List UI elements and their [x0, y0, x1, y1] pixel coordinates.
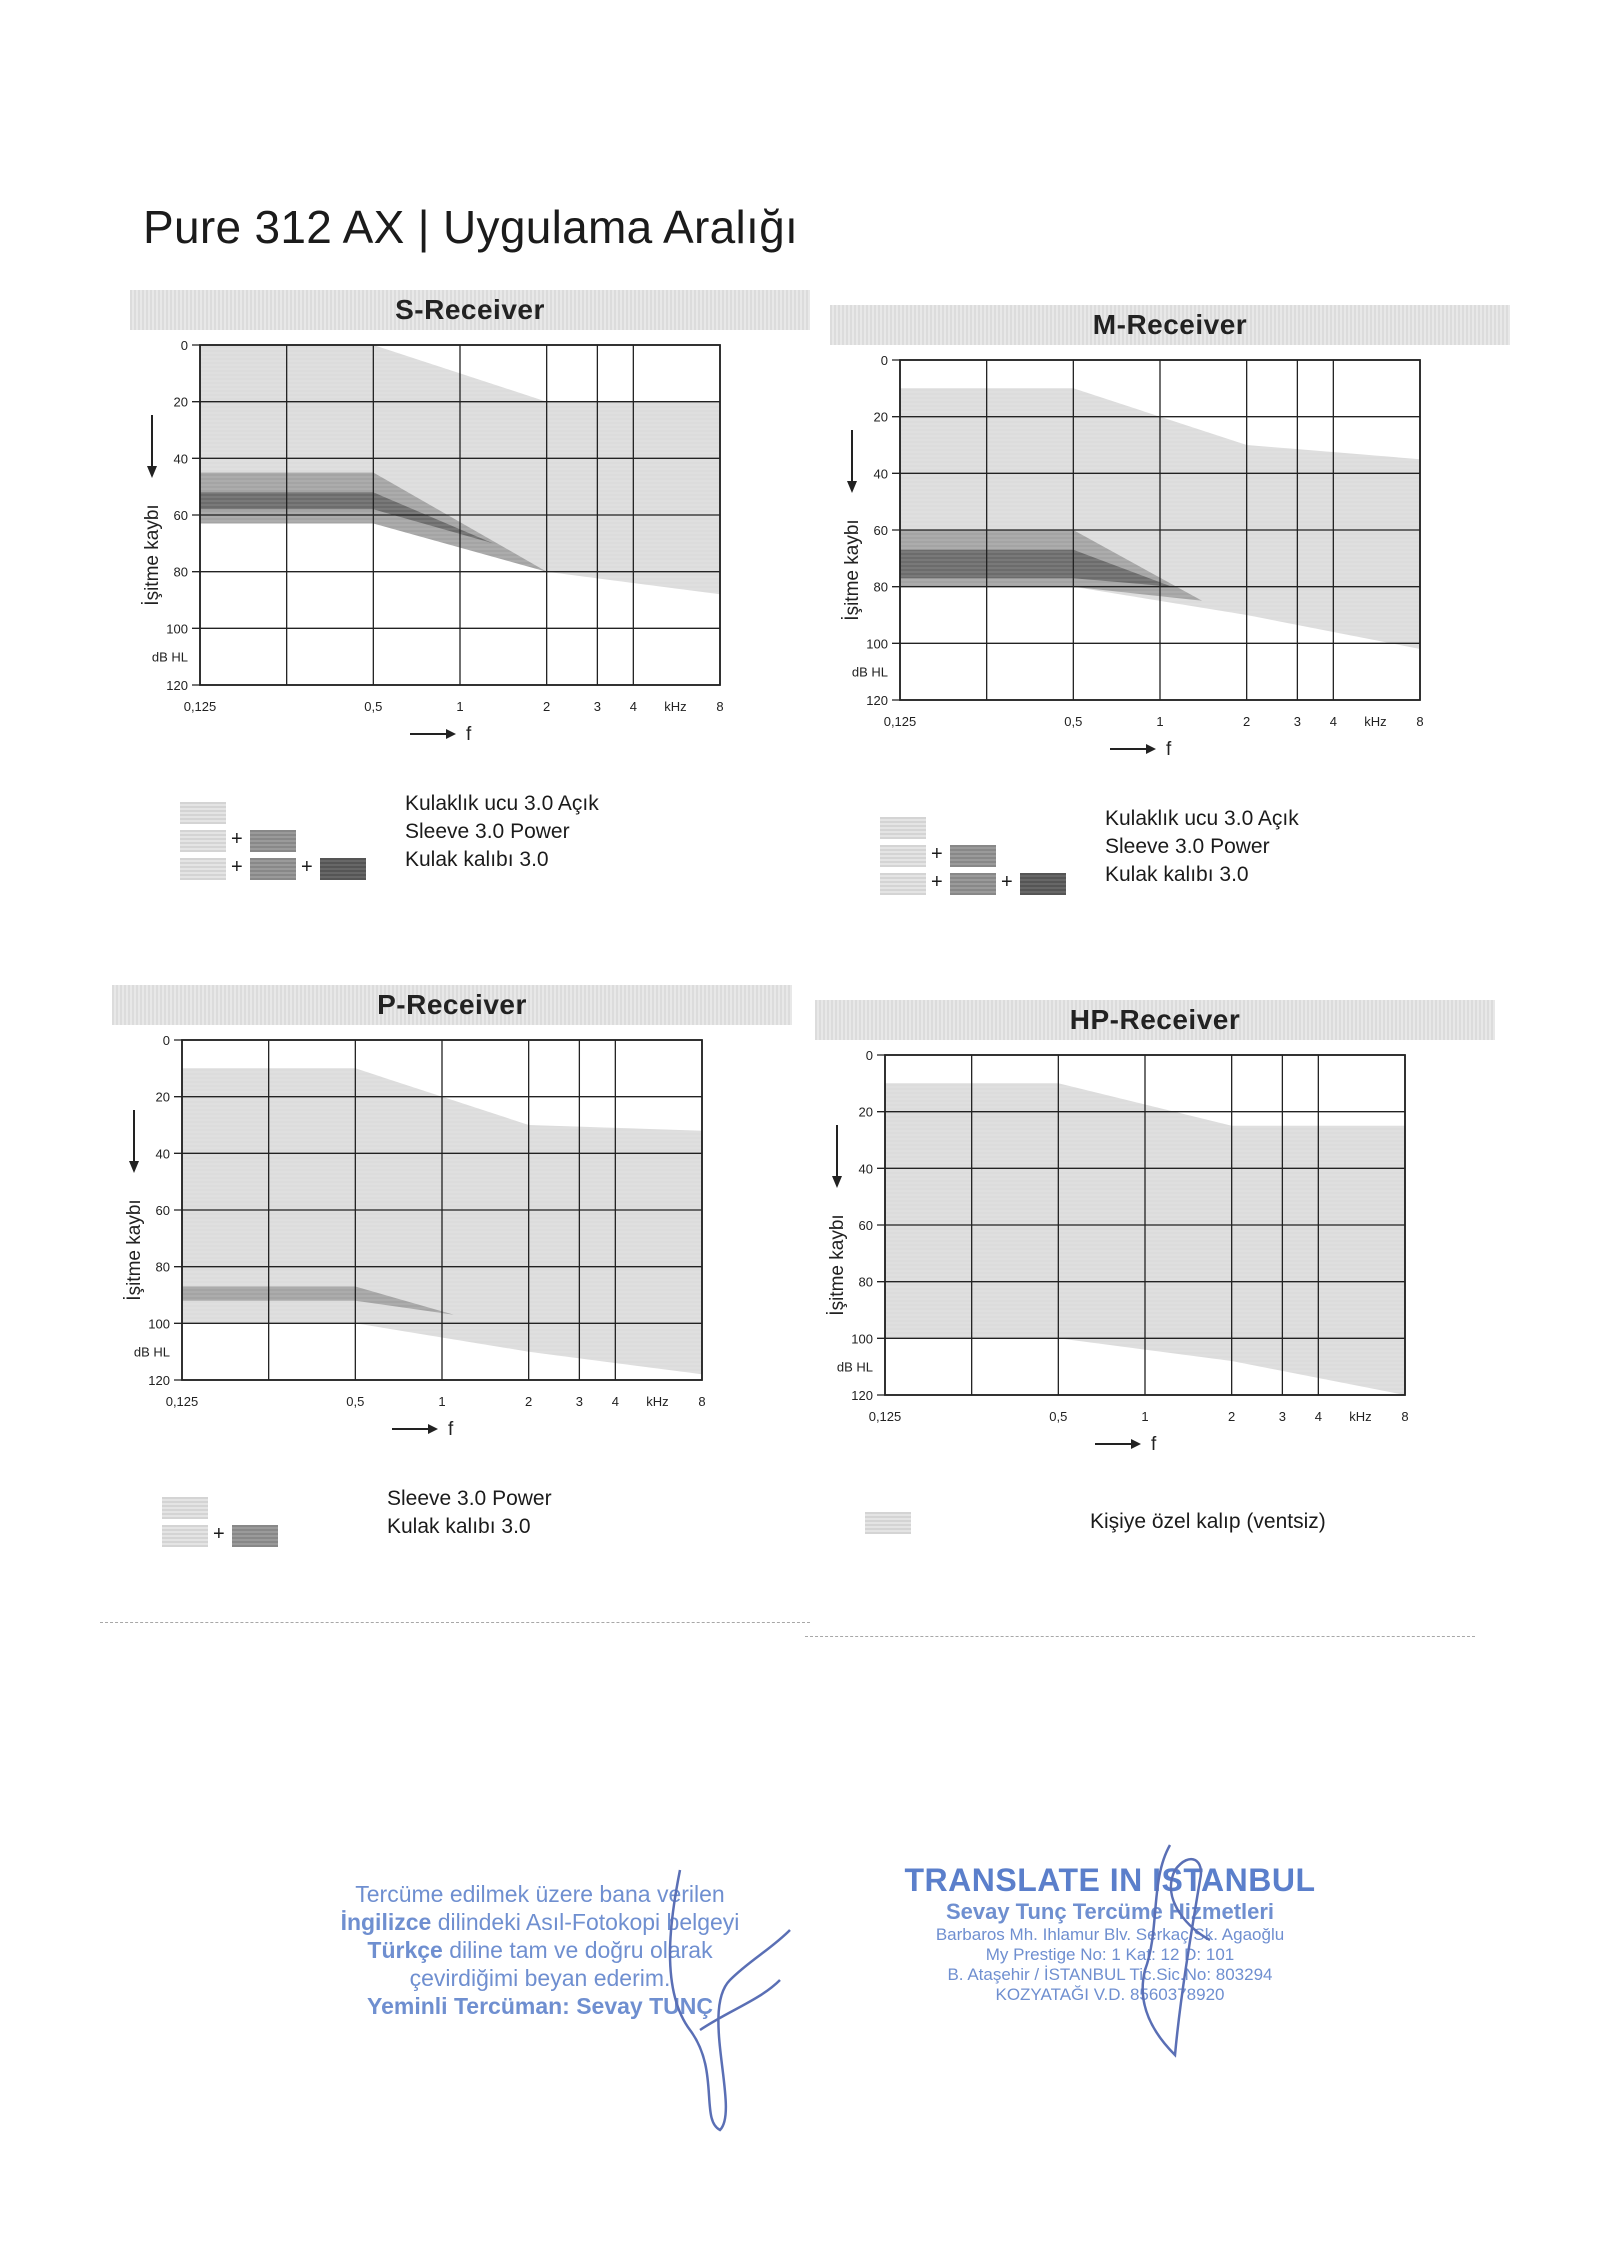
- x-tick-label: 0,5: [346, 1394, 365, 1409]
- y-tick-label: 20: [858, 1104, 873, 1120]
- x-axis-title: f: [1166, 739, 1172, 760]
- panel-title: HP-Receiver: [1069, 1004, 1241, 1035]
- legend-label: Kulak kalıbı 3.0: [405, 848, 549, 871]
- y-axis-arrowhead-icon: [129, 1161, 139, 1173]
- legend-swatch: [1020, 873, 1066, 895]
- company-address: KOZYATAĞI V.D. 8560378920: [995, 1985, 1225, 2004]
- y-unit-label: dB HL: [851, 664, 888, 680]
- y-axis-title: İşitme kaybı: [842, 519, 863, 621]
- x-tick-label: 0,125: [165, 1394, 199, 1409]
- page-title: Pure 312 AX | Uygulama Aralığı: [143, 201, 799, 253]
- y-tick-label: 120: [148, 1373, 170, 1388]
- y-tick-label: 40: [873, 466, 888, 482]
- x-axis-arrowhead-icon: [446, 729, 456, 739]
- y-axis-title: İşitme kaybı: [827, 1214, 848, 1316]
- legend-label: Kulaklık ucu 3.0 Açık: [405, 792, 599, 815]
- legend-label: Kişiye özel kalıp (ventsiz): [1090, 1510, 1326, 1533]
- stamp-line: İngilizce dilindeki Asıl-Fotokopi belgeyi: [340, 1909, 740, 1935]
- x-tick-label: 8: [1401, 1409, 1409, 1424]
- x-tick-label: 0,125: [868, 1409, 902, 1424]
- y-tick-label: 0: [180, 338, 188, 353]
- x-axis-arrowhead-icon: [1131, 1439, 1141, 1449]
- y-tick-label: 100: [851, 1331, 873, 1347]
- y-unit-label: dB HL: [151, 649, 188, 665]
- legend-plus: +: [213, 1523, 225, 1545]
- x-tick-label: 0,125: [883, 714, 917, 729]
- company-name: TRANSLATE IN ISTANBUL: [904, 1862, 1316, 1898]
- legend-p-receiver: [162, 1487, 782, 1605]
- y-tick-label: 40: [173, 451, 188, 467]
- legend-label: Sleeve 3.0 Power: [387, 1487, 552, 1510]
- x-axis-title: f: [448, 1419, 454, 1440]
- x-tick-label: 3: [1293, 714, 1301, 729]
- legend-swatch: [880, 873, 926, 895]
- panel-m-receiver: [830, 305, 1520, 945]
- legend-swatch: [250, 858, 296, 880]
- panel-hp-receiver: [815, 1000, 1505, 1640]
- x-axis-arrowhead-icon: [1146, 744, 1156, 754]
- x-tick-label: 2: [543, 699, 551, 714]
- legend-swatch: [880, 817, 926, 839]
- legend-label: Kulak kalıbı 3.0: [387, 1515, 531, 1538]
- panel-title: S-Receiver: [395, 294, 545, 325]
- separator-line-right: [805, 1636, 1475, 1637]
- panel-header: [112, 985, 792, 1025]
- x-tick-label: 8: [1416, 714, 1424, 729]
- panel-p-receiver: [112, 985, 802, 1625]
- panel-s-receiver: [130, 290, 820, 930]
- panel-header: [815, 1000, 1495, 1040]
- legend-swatch: [232, 1525, 278, 1547]
- stamp-line: Yeminli Tercüman: Sevay TUNÇ: [367, 1993, 713, 2019]
- legend-m-receiver: [880, 807, 1500, 925]
- chart-s-receiver: [130, 330, 810, 770]
- x-axis-title: f: [466, 724, 472, 745]
- legend-plus: +: [931, 871, 943, 893]
- y-tick-label: 120: [166, 678, 188, 693]
- legend-plus: +: [1001, 871, 1013, 893]
- x-tick-label: 1: [438, 1394, 446, 1409]
- y-tick-label: 0: [880, 353, 888, 368]
- y-tick-label: 100: [166, 621, 188, 637]
- y-unit-label: dB HL: [133, 1344, 170, 1360]
- company-address: My Prestige No: 1 Kat: 12 D: 101: [985, 1945, 1235, 1964]
- y-tick-label: 100: [866, 636, 888, 652]
- y-tick-label: 20: [173, 394, 188, 410]
- panel-header: [130, 290, 810, 330]
- x-tick-label: 0,5: [1049, 1409, 1068, 1424]
- y-tick-label: 120: [866, 693, 888, 708]
- x-tick-label: 4: [611, 1394, 619, 1409]
- x-tick-label: 3: [575, 1394, 583, 1409]
- y-tick-label: 80: [155, 1259, 170, 1275]
- y-tick-label: 20: [873, 409, 888, 425]
- y-tick-label: 100: [148, 1316, 170, 1332]
- panel-header: [830, 305, 1510, 345]
- legend-plus: +: [231, 856, 243, 878]
- y-tick-label: 80: [858, 1274, 873, 1290]
- y-tick-label: 80: [873, 579, 888, 595]
- panel-title: P-Receiver: [377, 989, 527, 1020]
- x-tick-label: 0,5: [364, 699, 383, 714]
- y-tick-label: 60: [155, 1203, 170, 1218]
- stamp-line: Tercüme edilmek üzere bana verilen: [355, 1881, 725, 1907]
- x-axis-title: f: [1151, 1434, 1157, 1455]
- x-tick-label: 4: [1314, 1409, 1322, 1424]
- chart-p-receiver: [112, 1025, 792, 1465]
- company-address: B. Ataşehir / İSTANBUL Tic.Sic.No: 803294: [947, 1965, 1273, 1984]
- x-tick-label: 3: [593, 699, 601, 714]
- x-unit-label: kHz: [646, 1394, 669, 1409]
- legend-plus: +: [301, 856, 313, 878]
- y-tick-label: 0: [162, 1033, 170, 1048]
- legend-swatch: [320, 858, 366, 880]
- y-axis-arrowhead-icon: [832, 1176, 842, 1188]
- panel-title: M-Receiver: [1092, 309, 1248, 340]
- y-tick-label: 80: [173, 564, 188, 580]
- legend-label: Sleeve 3.0 Power: [1105, 835, 1270, 858]
- legend-swatch: [180, 858, 226, 880]
- x-tick-label: 4: [629, 699, 637, 714]
- x-tick-label: 8: [698, 1394, 706, 1409]
- legend-swatch: [950, 845, 996, 867]
- x-tick-label: 2: [1228, 1409, 1236, 1424]
- legend-swatch: [250, 830, 296, 852]
- x-axis-arrowhead-icon: [428, 1424, 438, 1434]
- x-tick-label: 8: [716, 699, 724, 714]
- chart-m-receiver: [830, 345, 1510, 785]
- legend-swatch: [180, 830, 226, 852]
- chart-hp-receiver: [815, 1040, 1495, 1480]
- separator-line-left: [100, 1622, 810, 1623]
- stamp-line: Türkçe diline tam ve doğru olarak: [367, 1937, 713, 1963]
- legend-swatch: [880, 845, 926, 867]
- legend-swatch: [180, 802, 226, 824]
- x-tick-label: 0,5: [1064, 714, 1083, 729]
- y-unit-label: dB HL: [836, 1359, 873, 1375]
- company-stamp: [880, 1862, 1340, 2005]
- y-axis-title: İşitme kaybı: [142, 504, 163, 606]
- legend-plus: +: [931, 843, 943, 865]
- x-tick-label: 0,125: [183, 699, 217, 714]
- y-tick-label: 60: [173, 508, 188, 523]
- signature-right-icon: [1130, 1840, 1220, 2060]
- x-tick-label: 1: [456, 699, 464, 714]
- x-unit-label: kHz: [1349, 1409, 1372, 1424]
- x-tick-label: 4: [1329, 714, 1337, 729]
- stamp-line: çevirdiğimi beyan ederim.: [409, 1965, 671, 1991]
- legend-swatch: [950, 873, 996, 895]
- y-tick-label: 0: [865, 1048, 873, 1063]
- y-axis-arrowhead-icon: [147, 466, 157, 478]
- company-address: Barbaros Mh. Ihlamur Blv. Serkaç Sk. Agaoğlu: [935, 1925, 1285, 1944]
- x-tick-label: 3: [1278, 1409, 1286, 1424]
- y-tick-label: 60: [873, 523, 888, 538]
- x-tick-label: 1: [1141, 1409, 1149, 1424]
- legend-swatch: [162, 1497, 208, 1519]
- legend-plus: +: [231, 828, 243, 850]
- signature-left-icon: [660, 1860, 800, 2140]
- y-tick-label: 40: [155, 1146, 170, 1162]
- legend-s-receiver: [180, 792, 800, 910]
- legend-swatch: [865, 1512, 911, 1534]
- legend-label: Sleeve 3.0 Power: [405, 820, 570, 843]
- x-unit-label: kHz: [664, 699, 687, 714]
- legend-swatch: [162, 1525, 208, 1547]
- y-tick-label: 60: [858, 1218, 873, 1233]
- x-tick-label: 1: [1156, 714, 1164, 729]
- y-tick-label: 20: [155, 1089, 170, 1105]
- y-axis-title: İşitme kaybı: [124, 1199, 145, 1301]
- legend-label: Kulak kalıbı 3.0: [1105, 863, 1249, 886]
- y-tick-label: 40: [858, 1161, 873, 1177]
- company-subtitle: Sevay Tunç Tercüme Hizmetleri: [945, 1899, 1275, 1924]
- x-tick-label: 2: [525, 1394, 533, 1409]
- x-tick-label: 2: [1243, 714, 1251, 729]
- y-tick-label: 120: [851, 1388, 873, 1403]
- y-axis-arrowhead-icon: [847, 481, 857, 493]
- legend-hp-receiver: [865, 1510, 1485, 1620]
- x-unit-label: kHz: [1364, 714, 1387, 729]
- legend-label: Kulaklık ucu 3.0 Açık: [1105, 807, 1299, 830]
